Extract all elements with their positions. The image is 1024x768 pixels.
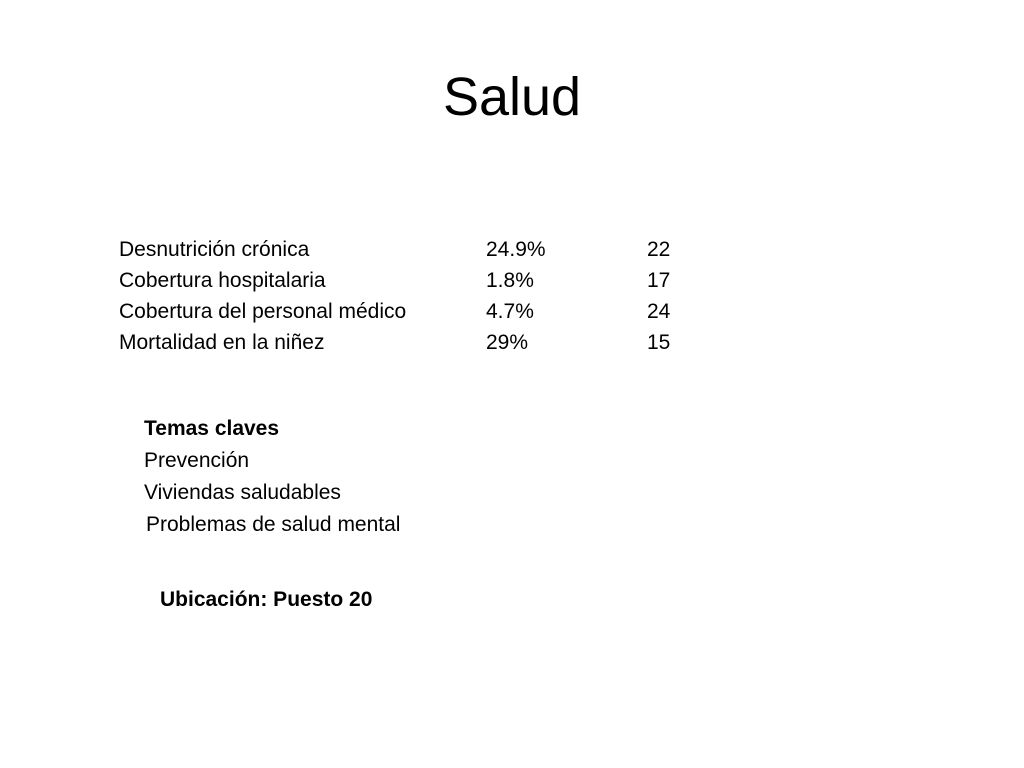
indicator-percent: 29% [486, 331, 529, 354]
slide-title: Salud [442, 67, 582, 127]
indicator-rank: 15 [647, 331, 671, 354]
indicator-name: Cobertura hospitalaria [119, 269, 326, 292]
indicator-rank: 24 [647, 300, 671, 323]
list-item: Viviendas saludables [144, 481, 341, 504]
indicators-table [119, 234, 707, 358]
indicator-name: Mortalidad en la niñez [119, 331, 325, 354]
list-item: Prevención [144, 449, 250, 472]
indicator-name: Cobertura del personal médico [119, 300, 407, 323]
indicator-percent: 4.7% [486, 300, 534, 323]
list-item: Problemas de salud mental [146, 513, 401, 536]
table-row [119, 234, 707, 265]
table-row [119, 265, 707, 296]
table-row [119, 327, 707, 358]
indicator-percent: 1.8% [486, 269, 534, 292]
indicator-rank: 22 [647, 238, 671, 261]
location-ranking: Ubicación: Puesto 20 [160, 588, 373, 611]
key-topics-list [144, 445, 400, 541]
key-topics [144, 413, 400, 541]
table-row [119, 296, 707, 327]
key-topics-heading: Temas claves [144, 417, 280, 440]
indicator-name: Desnutrición crónica [119, 238, 310, 261]
indicator-rank: 17 [647, 269, 671, 292]
indicator-percent: 24.9% [486, 238, 546, 261]
